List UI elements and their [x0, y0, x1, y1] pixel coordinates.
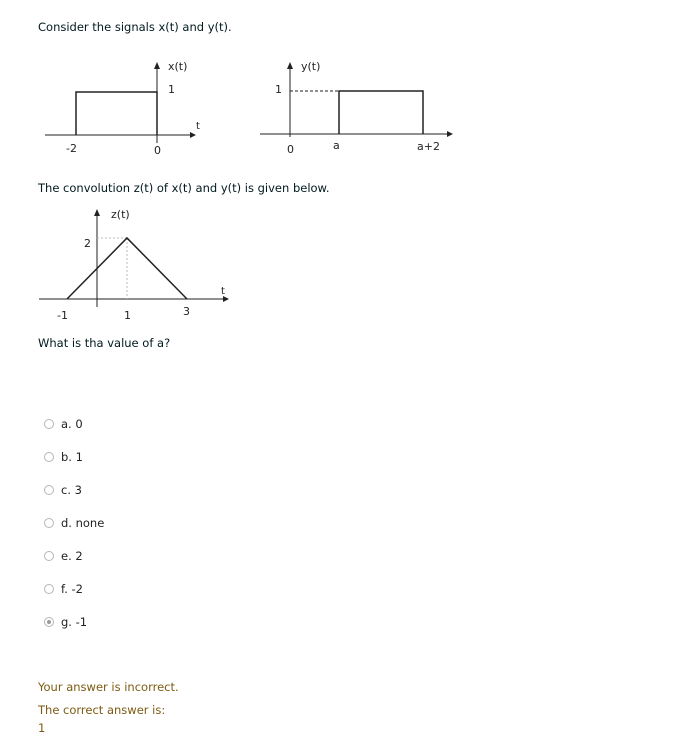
feedback-correct-value: 1 [38, 721, 46, 735]
radio-f[interactable] [44, 584, 54, 594]
x-tick-zero: 0 [154, 144, 161, 157]
convolution-text: The convolution z(t) of x(t) and y(t) is given below. [38, 181, 330, 195]
option-f-label: f. -2 [61, 582, 83, 596]
y-height-label: 1 [275, 83, 282, 96]
y-signal-figure [255, 55, 460, 160]
option-a-label: a. 0 [61, 417, 83, 431]
x-t-label: t [196, 121, 200, 132]
option-c-label: c. 3 [61, 483, 82, 497]
y-tick-a: a [333, 139, 340, 152]
z-t-label: t [221, 286, 225, 297]
option-e-label: e. 2 [61, 549, 83, 563]
option-b[interactable] [44, 449, 83, 465]
option-e[interactable] [44, 548, 83, 564]
radio-e[interactable] [44, 551, 54, 561]
radio-a[interactable] [44, 419, 54, 429]
question-intro: Consider the signals x(t) and y(t). [38, 20, 232, 34]
feedback-incorrect: Your answer is incorrect. [38, 680, 179, 694]
radio-c[interactable] [44, 485, 54, 495]
radio-d[interactable] [44, 518, 54, 528]
option-g[interactable] [44, 614, 87, 630]
z-peak-label: 2 [84, 237, 91, 250]
option-d-label: d. none [61, 516, 105, 530]
y-tick-zero: 0 [287, 143, 294, 156]
question-prompt: What is tha value of a? [38, 336, 171, 350]
option-a[interactable] [44, 416, 83, 432]
z-signal-figure [35, 203, 245, 328]
option-g-label: g. -1 [61, 615, 88, 629]
radio-b[interactable] [44, 452, 54, 462]
y-tick-a2: a+2 [417, 140, 440, 153]
x-signal-label: x(t) [168, 60, 188, 73]
radio-g[interactable] [44, 617, 54, 627]
feedback-correct-label: The correct answer is: [38, 703, 166, 717]
z-tick-m1: -1 [57, 309, 68, 322]
option-b-label: b. 1 [61, 450, 83, 464]
x-signal-figure [40, 55, 210, 160]
z-tick-1: 1 [124, 309, 131, 322]
option-d[interactable] [44, 515, 104, 531]
z-tick-3: 3 [183, 305, 190, 318]
z-signal-label: z(t) [111, 208, 130, 221]
x-height-label: 1 [168, 83, 175, 96]
y-signal-label: y(t) [301, 60, 321, 73]
option-c[interactable] [44, 482, 82, 498]
x-tick-left: -2 [66, 142, 77, 155]
option-f[interactable] [44, 581, 83, 597]
